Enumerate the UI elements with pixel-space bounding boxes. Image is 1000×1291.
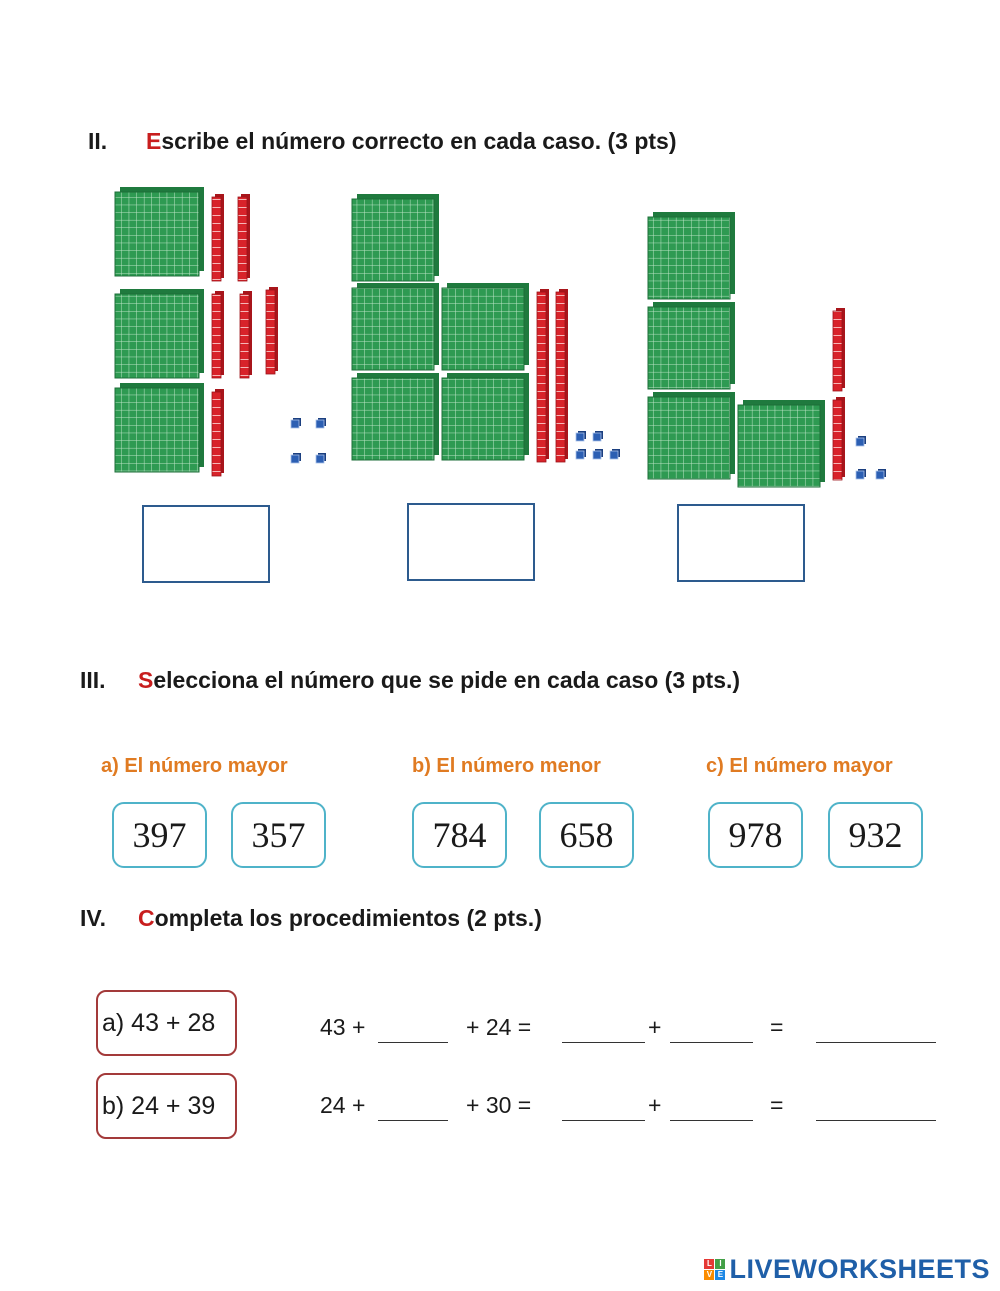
unit-cube-3-2	[856, 471, 864, 479]
section-4-text: ompleta los procedimientos (2 pts.)	[154, 905, 542, 931]
procedure-b-blank-3[interactable]	[670, 1092, 753, 1121]
hundred-flat-3-3	[648, 397, 730, 479]
unit-cube-2-2	[593, 433, 601, 441]
ten-rod-3-2	[833, 400, 842, 480]
operation-b-box: b) 24 + 39	[96, 1073, 237, 1139]
procedure-b-blank-1[interactable]	[378, 1092, 448, 1121]
section-2-first-letter: E	[146, 128, 162, 154]
hundred-flat-1-1	[115, 192, 199, 276]
base-ten-blocks-figure	[0, 0, 1000, 500]
hundred-flat-1-3	[115, 388, 199, 472]
unit-cube-3-3	[876, 471, 884, 479]
section-3-text: elecciona el número que se pide en cada caso (3 pts.)	[153, 667, 741, 693]
procedure-b-lead: 24 +	[320, 1092, 366, 1118]
operation-a-box: a) 43 + 28	[96, 990, 237, 1056]
ten-rod-1-2	[238, 197, 247, 281]
answer-box-2[interactable]	[407, 503, 535, 581]
hundred-flat-3-1	[648, 217, 730, 299]
procedure-b-blank-2[interactable]	[562, 1092, 645, 1121]
procedure-b-mid: + 30 =	[466, 1092, 532, 1118]
choice-c-option-1[interactable]: 978	[708, 802, 803, 868]
brand-mark-e: E	[715, 1270, 725, 1280]
unit-cube-1-3	[291, 455, 299, 463]
unit-cube-1-1	[291, 420, 299, 428]
unit-cube-2-4	[593, 451, 601, 459]
section-4-first-letter: C	[138, 905, 155, 931]
procedure-a-equals: =	[770, 1014, 784, 1040]
procedure-b-result[interactable]	[816, 1092, 936, 1121]
unit-cube-2-3	[576, 451, 584, 459]
hundred-flat-2-5	[442, 378, 524, 460]
ten-rod-1-4	[240, 294, 249, 378]
brand-mark-icon	[704, 1259, 725, 1280]
section-4-heading	[80, 905, 542, 932]
procedure-a-lead: 43 +	[320, 1014, 366, 1040]
section-3-heading	[80, 667, 740, 694]
procedure-a-plus: +	[648, 1014, 662, 1040]
procedure-b-plus: +	[648, 1092, 662, 1118]
ten-rod-1-5	[266, 290, 275, 374]
procedure-b-equals: =	[770, 1092, 784, 1118]
ten-rod-1-3	[212, 294, 221, 378]
hundred-flat-1-2	[115, 294, 199, 378]
ten-rod-1-1	[212, 197, 221, 281]
choice-a-option-1[interactable]: 397	[112, 802, 207, 868]
choice-b-option-2[interactable]: 658	[539, 802, 634, 868]
brand-mark-l: L	[704, 1259, 714, 1269]
ten-rod-2-1	[537, 292, 546, 462]
procedure-a-blank-2[interactable]	[562, 1014, 645, 1043]
hundred-flat-2-4	[352, 378, 434, 460]
procedure-a-mid: + 24 =	[466, 1014, 532, 1040]
hundred-flat-3-4	[738, 405, 820, 487]
section-2-numeral: II.	[88, 128, 108, 154]
hundred-flat-2-2	[352, 288, 434, 370]
unit-cube-2-5	[610, 451, 618, 459]
section-3-numeral: III.	[80, 667, 106, 693]
choice-b-option-1[interactable]: 784	[412, 802, 507, 868]
hundred-flat-3-2	[648, 307, 730, 389]
select-label-a: a) El número mayor	[101, 755, 288, 777]
procedure-a-result[interactable]	[816, 1014, 936, 1043]
unit-cube-3-1	[856, 438, 864, 446]
ten-rod-2-2	[556, 292, 565, 462]
unit-cube-1-4	[316, 455, 324, 463]
hundred-flat-2-3	[442, 288, 524, 370]
liveworksheets-logo	[704, 1254, 990, 1285]
unit-cube-1-2	[316, 420, 324, 428]
ten-rod-1-6	[212, 392, 221, 476]
procedure-a-blank-3[interactable]	[670, 1014, 753, 1043]
select-label-b: b) El número menor	[412, 755, 601, 777]
answer-box-3[interactable]	[677, 504, 805, 582]
section-2-text: scribe el número correcto en cada caso. (3 pts)	[161, 128, 677, 154]
unit-cube-2-1	[576, 433, 584, 441]
answer-box-1[interactable]	[142, 505, 270, 583]
hundred-flat-2-1	[352, 199, 434, 281]
procedure-a-blank-1[interactable]	[378, 1014, 448, 1043]
section-3-first-letter: S	[138, 667, 154, 693]
brand-text: LIVEWORKSHEETS	[729, 1254, 990, 1284]
section-4-numeral: IV.	[80, 905, 107, 931]
choice-a-option-2[interactable]: 357	[231, 802, 326, 868]
select-label-c: c) El número mayor	[706, 755, 893, 777]
brand-mark-v: V	[704, 1270, 714, 1280]
choice-c-option-2[interactable]: 932	[828, 802, 923, 868]
ten-rod-3-1	[833, 311, 842, 391]
brand-mark-i: I	[715, 1259, 725, 1269]
